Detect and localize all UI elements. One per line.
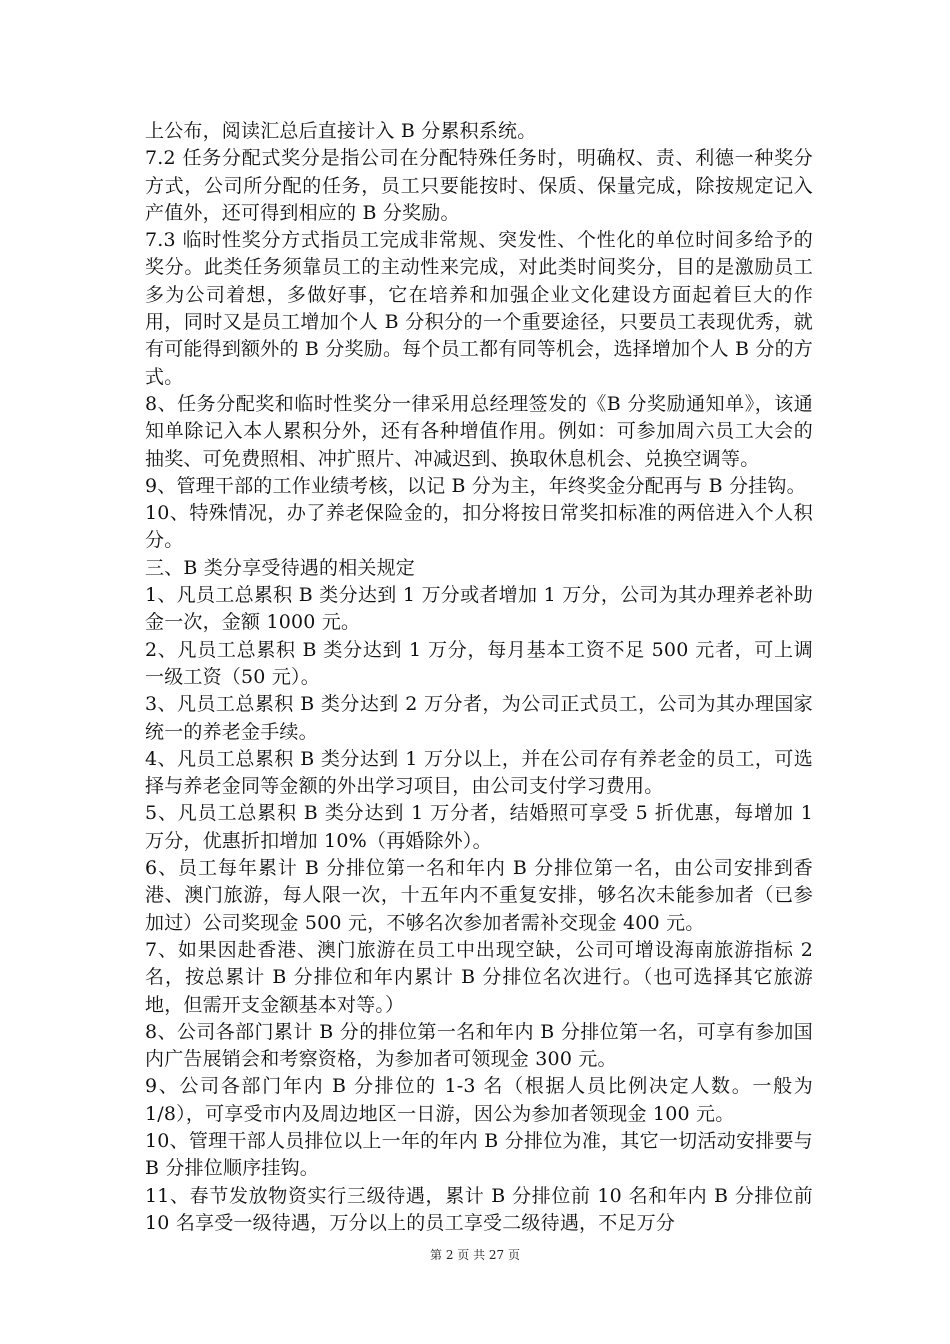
paragraph: 9、公司各部门年内 B 分排位的 1-3 名（根据人员比例决定人数。一般为 1/8），可享受市内及周边地区一日游，因公为参加者领现金 100 元。 [145, 1075, 813, 1125]
paragraph: 5、凡员工总累积 B 类分达到 1 万分者，结婚照可享受 5 折优惠，每增加 1 万分，优惠折扣增加 10%（再婚除外）。 [145, 802, 813, 852]
paragraph: 11、春节发放物资实行三级待遇，累计 B 分排位前 10 名和年内 B 分排位前 10 名享受一级待遇，万分以上的员工享受二级待遇，不足万分 [145, 1184, 813, 1234]
paragraph: 7.3 临时性奖分方式指员工完成非常规、突发性、个性化的单位时间多给予的奖分。此类任务须靠员工的主动性来完成，对此类时间奖分，目的是激励员工多为公司着想，多做好事，它在培养和加强企业文化建设方面起着巨大的作用，同时又是员工增加个人 B 分积分的一个重要途径，只要员工表现优秀，就有可能得到额外的 B 分奖励。每个员工都有同等机会，选择增加个人 B 分的方式。 [145, 229, 813, 388]
paragraph: 6、员工每年累计 B 分排位第一名和年内 B 分排位第一名，由公司安排到香港、澳门旅游，每人限一次，十五年内不重复安排，够名次未能参加者（已参加过）公司奖现金 500 元，不够名次参加者需补交现金 400 元。 [145, 857, 813, 934]
document-body [145, 118, 813, 1237]
paragraph: 9、管理干部的工作业绩考核，以记 B 分为主，年终奖金分配再与 B 分挂钩。 [145, 474, 806, 497]
paragraph: 10、管理干部人员排位以上一年的年内 B 分排位为准，其它一切活动安排要与 B 分排位顺序挂钩。 [145, 1129, 813, 1180]
paragraph: 8、公司各部门累计 B 分的排位第一名和年内 B 分排位第一名，可享有参加国内广告展销会和考察资格，为参加者可领现金 300 元。 [145, 1020, 813, 1071]
paragraph: 4、凡员工总累积 B 类分达到 1 万分以上，并在公司存有养老金的员工，可选择与养老金同等金额的外出学习项目，由公司支付学习费用。 [145, 747, 813, 798]
paragraph: 7.2 任务分配式奖分是指公司在分配特殊任务时，明确权、责、利德一种奖分方式，公司所分配的任务，员工只要能按时、保质、保量完成，除按规定记入产值外，还可得到相应的 B 分奖励。 [145, 147, 813, 224]
paragraph: 8、任务分配奖和临时性奖分一律采用总经理签发的《B 分奖励通知单》，该通知单除记入本人累积分外，还有各种增值作用。例如：可参加周六员工大会的抽奖、可免费照相、冲扩照片、冲减迟到、换取休息机会、兑换空调等。 [145, 392, 813, 470]
paragraph: 2、凡员工总累积 B 类分达到 1 万分，每月基本工资不足 500 元者，可上调一级工资（50 元）。 [145, 638, 813, 688]
paragraph: 7、如果因赴香港、澳门旅游在员工中出现空缺，公司可增设海南旅游指标 2 名，按总累计 B 分排位和年内累计 B 分排位名次进行。（也可选择其它旅游地，但需开支金额基本对等。） [145, 938, 813, 1016]
paragraph: 1、凡员工总累积 B 类分达到 1 万分或者增加 1 万分，公司为其办理养老补助金一次，金额 1000 元。 [145, 584, 813, 634]
paragraph: 10、特殊情况，办了养老保险金的，扣分将按日常奖扣标准的两倍进入个人积分。 [145, 502, 813, 552]
page-number-footer: 第 2 页 共 27 页 [430, 1248, 520, 1262]
section-heading: 三、B 类分享受待遇的相关规定 [145, 556, 416, 579]
paragraph: 上公布，阅读汇总后直接计入 B 分累积系统。 [145, 120, 537, 142]
paragraph: 3、凡员工总累积 B 类分达到 2 万分者，为公司正式员工，公司为其办理国家统一的养老金手续。 [145, 693, 813, 743]
